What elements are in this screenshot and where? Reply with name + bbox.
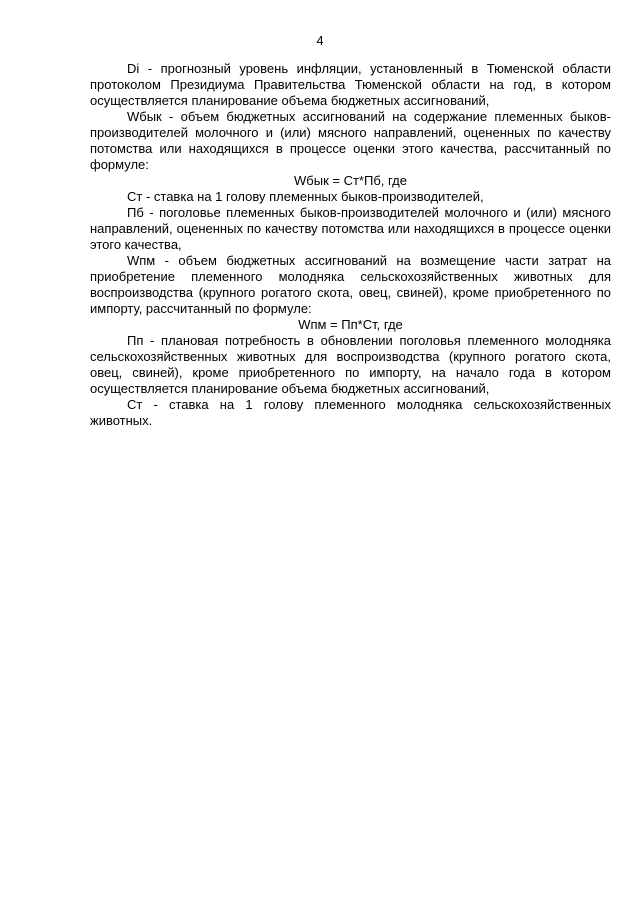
paragraph-pp-definition: Пп - плановая потребность в обновлении поголовья племенного молодняка сельскохозяйственных животных для воспроизводства (крупного рогатого скота, овец, свиней), кроме приобретенного по импорту, на начало года в котором осуществляется планирование объема бюджетных ассигнований, <box>90 333 611 396</box>
paragraph-pb-definition: Пб - поголовье племенных быков-производителей молочного и (или) мясного направлений, оцененных по качеству потомства или находящихся в процессе оценки этого качества, <box>90 205 611 252</box>
paragraph-st-bulls: Ст - ставка на 1 голову племенных быков-производителей, <box>127 189 484 204</box>
paragraph-inflation-definition: Di - прогнозный уровень инфляции, установленный в Тюменской области протоколом Президиума Правительства Тюменской области на год, в котором осуществляется планирование объема бюджетных ассигнований, <box>90 61 611 108</box>
paragraph-wbyk-definition: Wбык - объем бюджетных ассигнований на содержание племенных быков-производителей молочного и (или) мясного направлений, оцененных по качеству потомства или находящихся в процессе оценки этого качества, рассчитанный по формуле: <box>90 109 611 172</box>
paragraph-st-young-stock: Ст - ставка на 1 голову племенного молодняка сельскохозяйственных животных. <box>90 397 611 428</box>
page-number: 4 <box>316 33 324 48</box>
paragraph-wpm-definition: Wпм - объем бюджетных ассигнований на возмещение части затрат на приобретение племенного молодняка сельскохозяйственных животных для воспроизводства (крупного рогатого скота, овец, свиней), кроме приобретенного по импорту, рассчитанный по формуле: <box>90 253 611 316</box>
formula-wpm: Wпм = Пп*Ст, где <box>298 317 403 332</box>
formula-wbyk: Wбык = Ст*Пб, где <box>294 173 407 188</box>
document-body <box>90 61 611 429</box>
